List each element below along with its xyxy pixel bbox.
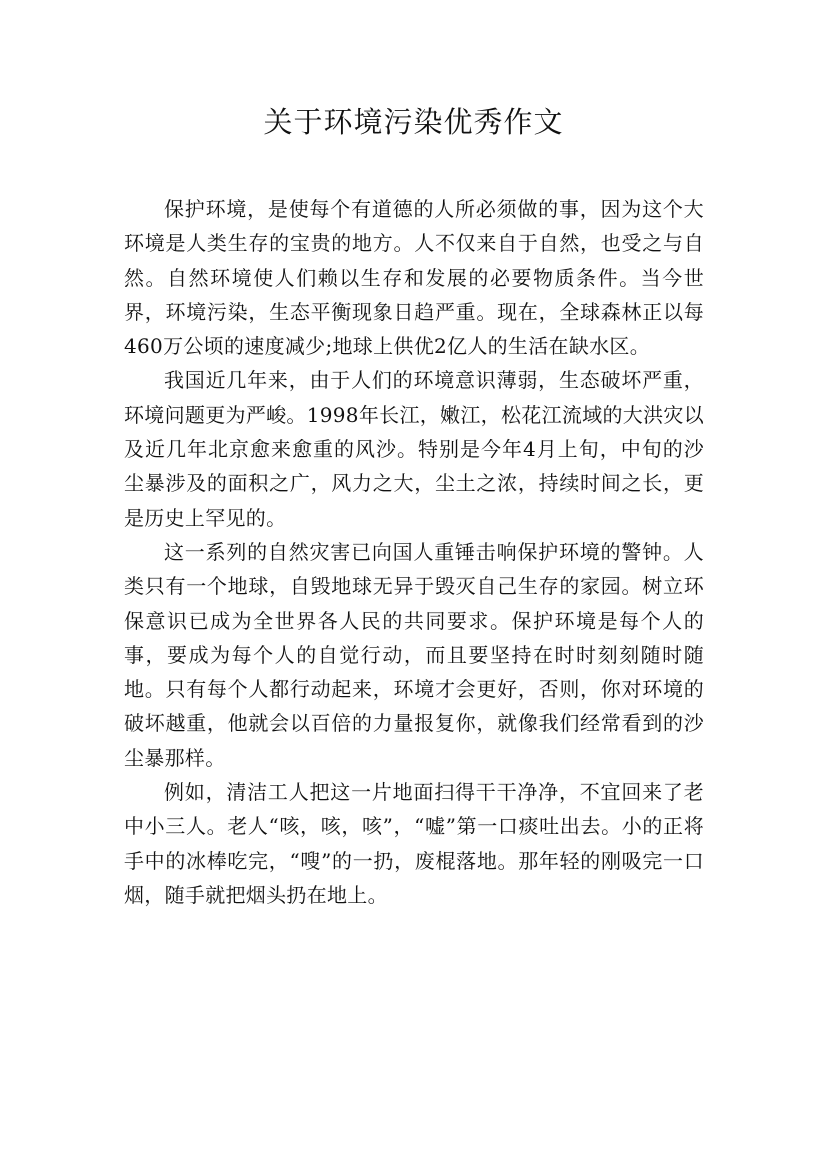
paragraph-3: 这一系列的自然灾害已向国人重锤击响保护环境的警钟。人类只有一个地球，自毁地球无异于毁灭自己生存的家园。树立环保意识已成为全世界各人民的共同要求。保护环境是每个人的事，要成为每个人的自觉行动，而且要坚持在时时刻刻随时随地。只有每个人都行动起来，环境才会更好，否则，你对环境的破坏越重，他就会以百倍的力量报复你，就像我们经常看到的沙尘暴那样。: [124, 539, 704, 770]
paragraph-4: 例如，清洁工人把这一片地面扫得干干净净，不宜回来了老中小三人。老人“咳，咳，咳”，“嘘”第一口痰吐出去。小的正将手中的冰棒吃完，“嗖”的一扔，废棍落地。那年轻的刚吸完一口烟，随手就把烟头扔在地上。: [124, 780, 704, 907]
document-title: 关于环境污染优秀作文: [263, 105, 564, 139]
document-body: [124, 192, 704, 912]
paragraph-2: 我国近几年来，由于人们的环境意识薄弱，生态破坏严重，环境问题更为严峻。1998年长江，嫩江，松花江流域的大洪灾以及近几年北京愈来愈重的风沙。特别是今年4月上旬，中旬的沙尘暴涉及的面积之广，风力之大，尘土之浓，持续时间之长，更是历史上罕见的。: [124, 368, 704, 530]
paragraph-1: 保护环境，是使每个有道德的人所必须做的事，因为这个大环境是人类生存的宝贵的地方。人不仅来自于自然，也受之与自然。自然环境使人们赖以生存和发展的必要物质条件。当今世界，环境污染，生态平衡现象日趋严重。现在，全球森林正以每460万公顷的速度减少;地球上供优2亿人的生活在缺水区。: [124, 197, 704, 359]
